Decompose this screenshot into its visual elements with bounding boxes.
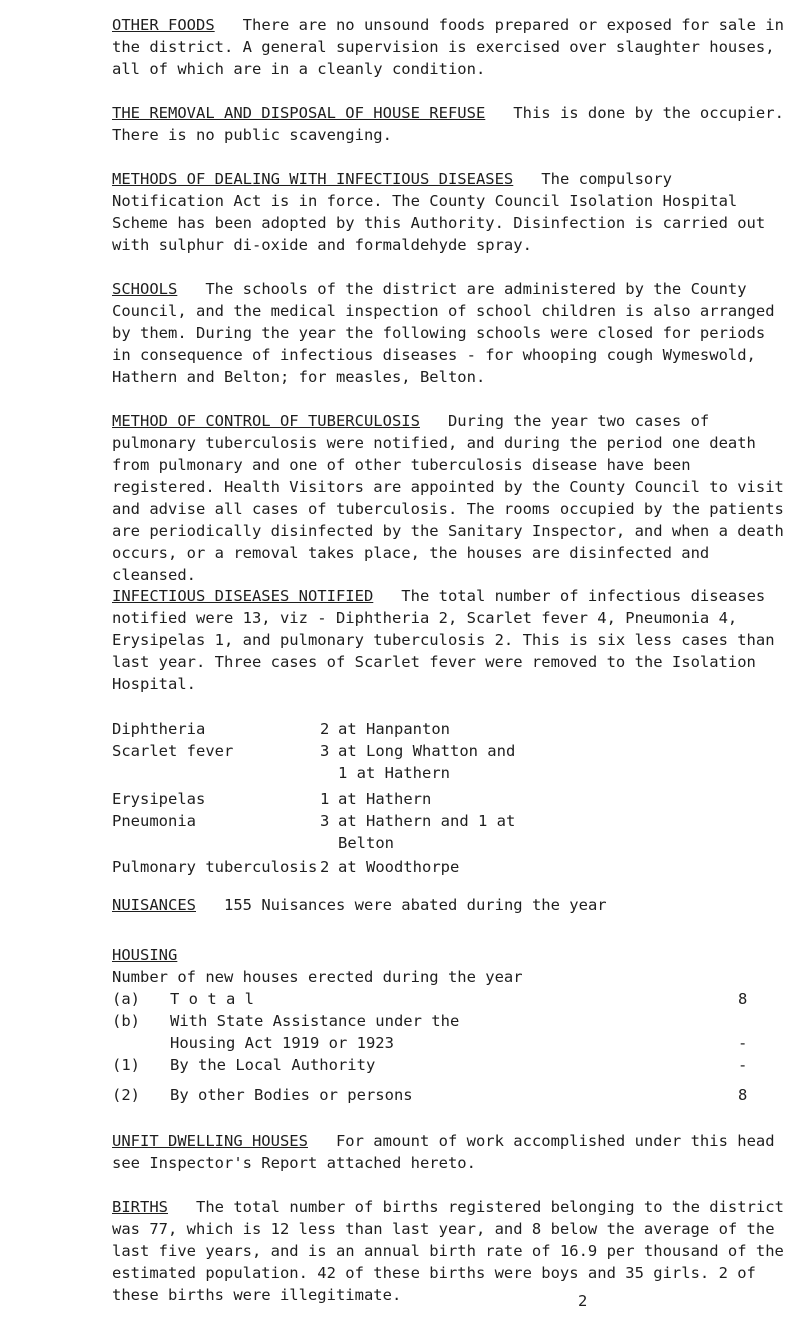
disease-name: Scarlet fever [112, 742, 234, 760]
housing-key: (2) [112, 1086, 140, 1104]
disease-name: Erysipelas [112, 790, 206, 808]
housing-value: 8 [738, 990, 748, 1008]
housing-key: (b) [112, 1012, 140, 1030]
tuberculosis-section [112, 410, 792, 586]
table-row [112, 740, 792, 762]
disease-location: 1 at Hathern [338, 764, 450, 782]
housing-row [112, 1054, 792, 1076]
tuberculosis-text: During the year two cases of pulmonary tuberculosis were notified, and during the period one death from pulmonary and one of other tuberculosis disease have been registered. Health Visitors are appointed by the County Council to visit and advise all cases of tuberculosis. The rooms occupied by the patients are periodically disinfected by the Sanitary Inspector, and when a death occurs, or a removal takes place, the houses are disinfected and cleansed. [112, 412, 794, 584]
housing-row [112, 1010, 792, 1032]
housing-value: - [738, 1056, 748, 1074]
table-row [112, 810, 792, 832]
schools-heading: SCHOOLS [112, 280, 178, 298]
disease-location: at Hathern [338, 790, 432, 808]
refuse-text: This is done by the occupier. There is no public scavenging. [112, 104, 794, 144]
schools-text: The schools of the district are administered by the County Council, and the medical inspection of school children is also arranged by them. During the year the following schools were closed for periods in consequence of infectious diseases - for whooping cough Wymeswold, Hathern and Belton; for measles, Belton. [112, 280, 784, 386]
other-foods-heading: OTHER FOODS [112, 16, 215, 34]
housing-row [112, 1032, 792, 1054]
housing-intro: Number of new houses erected during the year [112, 968, 523, 986]
births-heading: BIRTHS [112, 1198, 168, 1216]
nuisances-text: 155 Nuisances were abated during the year [224, 896, 607, 914]
housing-key: (a) [112, 990, 140, 1008]
other-foods-section [112, 14, 792, 80]
disease-count: 3 [320, 742, 330, 760]
infectious-methods-text: The compulsory Notification Act is in force. The County Council Isolation Hospital Scheme has been adopted by this Authority. Disinfection is carried out with sulphur di-oxide and formaldehyde spray. [112, 170, 775, 254]
refuse-section [112, 102, 792, 146]
schools-section [112, 278, 792, 388]
table-row [112, 762, 792, 784]
page-number: 2 [578, 1292, 588, 1310]
unfit-heading: UNFIT DWELLING HOUSES [112, 1132, 308, 1150]
unfit-text: For amount of work accomplished under this head see Inspector's Report attached hereto. [112, 1132, 784, 1172]
disease-location: at Hanpanton [338, 720, 450, 738]
infectious-notified-heading: INFECTIOUS DISEASES NOTIFIED [112, 587, 374, 605]
disease-name: Pneumonia [112, 812, 196, 830]
housing-intro-line [112, 966, 792, 988]
unfit-section [112, 1130, 792, 1174]
housing-heading: HOUSING [112, 946, 178, 964]
disease-location: at Woodthorpe [338, 858, 460, 876]
housing-value: - [738, 1034, 748, 1052]
disease-count: 3 [320, 812, 330, 830]
infectious-methods-section [112, 168, 792, 256]
disease-name: Pulmonary tuberculosis [112, 858, 318, 876]
disease-location: Belton [338, 834, 394, 852]
housing-row [112, 988, 792, 1010]
table-row [112, 788, 792, 810]
refuse-heading: THE REMOVAL AND DISPOSAL OF HOUSE REFUSE [112, 104, 486, 122]
disease-location: at Hathern and 1 at [338, 812, 516, 830]
housing-heading-line [112, 944, 792, 966]
housing-text: With State Assistance under the [170, 1012, 460, 1030]
disease-count: 2 [320, 858, 330, 876]
infectious-notified-section [112, 585, 792, 695]
disease-name: Diphtheria [112, 720, 206, 738]
other-foods-text: There are no unsound foods prepared or exposed for sale in the district. A general supervision is exercised over slaughter houses, all of which are in a cleanly condition. [112, 16, 794, 78]
tuberculosis-heading: METHOD OF CONTROL OF TUBERCULOSIS [112, 412, 420, 430]
table-row [112, 718, 792, 740]
births-section [112, 1196, 792, 1306]
housing-key: (1) [112, 1056, 140, 1074]
nuisances-heading: NUISANCES [112, 896, 196, 914]
disease-location: at Long Whatton and [338, 742, 516, 760]
housing-text: T o t a l [170, 990, 254, 1008]
housing-value: 8 [738, 1086, 748, 1104]
disease-count: 1 [320, 790, 330, 808]
table-row [112, 856, 792, 878]
table-row [112, 832, 792, 854]
infectious-notified-text: The total number of infectious diseases notified were 13, viz - Diphtheria 2, Scarlet fever 4, Pneumonia 4, Erysipelas 1, and pulmonary tuberculosis 2. This is six less cases than last year. Three cases of Scarlet fever were removed to the Isolation Hospital. [112, 587, 784, 693]
housing-text: By other Bodies or persons [170, 1086, 413, 1104]
births-text: The total number of births registered belonging to the district was 77, which is 12 less than last year, and 8 below the average of the last five years, and is an annual birth rate of 16.9 per thousand of the estimated population. 42 of these births were boys and 35 girls. 2 of these births were illegitimate. [112, 1198, 794, 1304]
infectious-methods-heading: METHODS OF DEALING WITH INFECTIOUS DISEASES [112, 170, 514, 188]
housing-text: By the Local Authority [170, 1056, 376, 1074]
nuisances-section [112, 894, 792, 916]
housing-text: Housing Act 1919 or 1923 [170, 1034, 394, 1052]
disease-count: 2 [320, 720, 330, 738]
housing-row [112, 1084, 792, 1106]
